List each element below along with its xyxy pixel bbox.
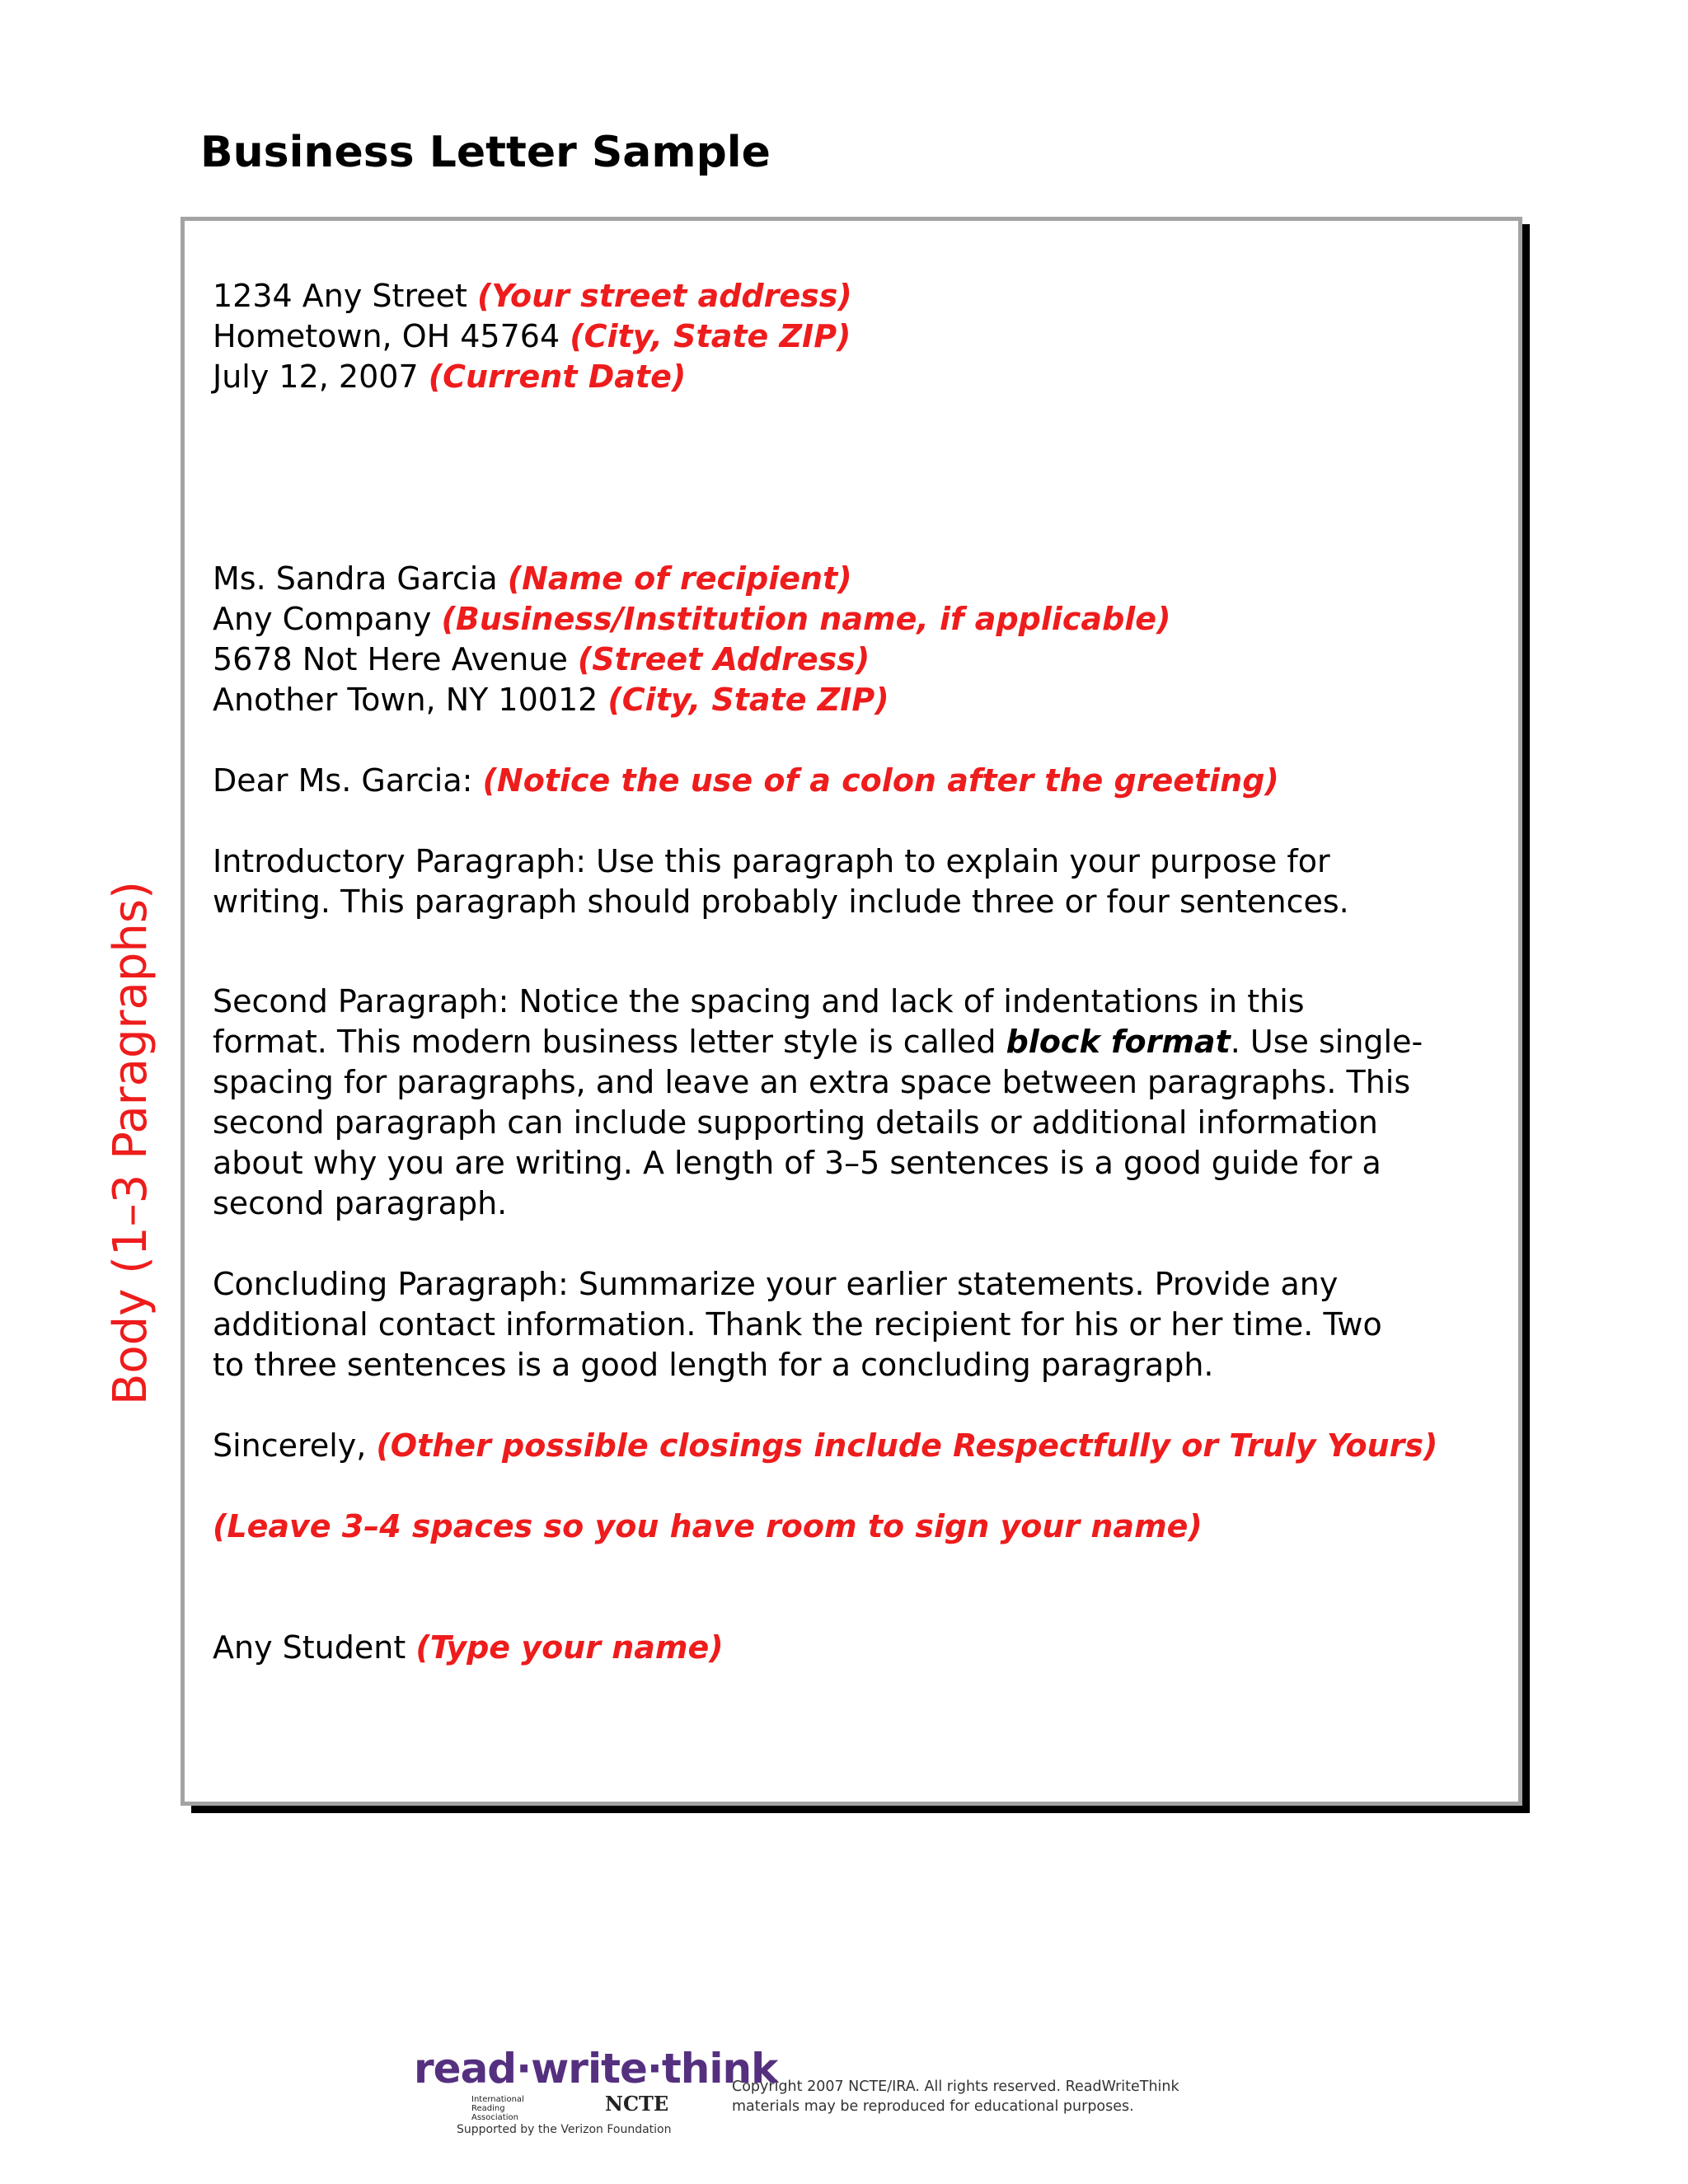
recipient-name-line (213, 559, 1498, 599)
intro-line: Introductory Paragraph: Use this paragraph to explain your purpose for (213, 843, 1330, 879)
second-line-end: . Use single- (1230, 1024, 1423, 1060)
sender-street: 1234 Any Street (213, 278, 467, 314)
intro-line: writing. This paragraph should probably include three or four sentences. (213, 883, 1349, 920)
ncte-logo-text: NCTE (605, 2092, 669, 2116)
concluding-paragraph (213, 1264, 1498, 1385)
signature-space-block (213, 1507, 1498, 1547)
date-note: (Current Date) (428, 359, 687, 395)
greeting: Dear Ms. Garcia: (213, 762, 473, 799)
recipient-city-line (213, 680, 1498, 720)
signer-note: (Type your name) (415, 1629, 724, 1666)
intro-paragraph (213, 841, 1498, 922)
recipient-company-line (213, 599, 1498, 640)
closing-note: (Other possible closings include Respectfully or Truly Yours) (376, 1427, 1438, 1464)
copyright-line: materials may be reproduced for educational purposes. (732, 2098, 1134, 2115)
sender-street-line (213, 276, 1498, 316)
recipient-city: Another Town, NY 10012 (213, 682, 598, 718)
second-line (213, 1022, 1498, 1062)
closing-line (213, 1426, 1498, 1466)
recipient-name-note: (Name of recipient) (507, 560, 852, 597)
second-line: second paragraph. (213, 1185, 508, 1221)
recipient-city-note: (City, State ZIP) (607, 682, 889, 718)
sender-city: Hometown, OH 45764 (213, 318, 560, 354)
second-line: about why you are writing. A length of 3–5 sentences is a good guide for a (213, 1145, 1381, 1181)
concluding-line: additional contact information. Thank the recipient for his or her time. Two (213, 1306, 1382, 1343)
recipient-block (213, 559, 1498, 720)
closing: Sincerely, (213, 1427, 367, 1464)
signature-space-note: (Leave 3–4 spaces so you have room to sign your name) (213, 1508, 1203, 1544)
sender-street-note: (Your street address) (477, 278, 852, 314)
concluding-line: Concluding Paragraph: Summarize your earlier statements. Provide any (213, 1266, 1339, 1302)
second-line: Second Paragraph: Notice the spacing and lack of indentations in this (213, 983, 1305, 1019)
signer-block (213, 1628, 1498, 1668)
signer-line (213, 1628, 1498, 1668)
sender-city-line (213, 316, 1498, 357)
sender-city-note: (City, State ZIP) (570, 318, 851, 354)
greeting-note: (Notice the use of a colon after the greeting) (482, 762, 1279, 799)
letter-date: July 12, 2007 (213, 359, 419, 395)
ira-logo-text: International Reading Association (471, 2095, 524, 2122)
footer (414, 2044, 1320, 2143)
sender-block (213, 276, 1498, 397)
recipient-street-note: (Street Address) (577, 641, 870, 677)
closing-block (213, 1426, 1498, 1466)
page-title: Business Letter Sample (200, 128, 771, 177)
greeting-block (213, 761, 1498, 801)
sponsor-text: Supported by the Verizon Foundation (457, 2123, 672, 2136)
block-format-emphasis: block format (1006, 1024, 1231, 1060)
recipient-name: Ms. Sandra Garcia (213, 560, 498, 597)
copyright-notice (732, 2077, 1309, 2116)
second-line: spacing for paragraphs, and leave an extra space between paragraphs. This (213, 1064, 1411, 1100)
copyright-line: Copyright 2007 NCTE/IRA. All rights reserved. ReadWriteThink (732, 2079, 1179, 2095)
recipient-street: 5678 Not Here Avenue (213, 641, 568, 677)
readwritethink-logo: read·write·think (414, 2045, 778, 2093)
letter-body (213, 276, 1498, 1668)
recipient-street-line (213, 640, 1498, 680)
second-line-start: format. This modern business letter style is called (213, 1024, 1006, 1060)
recipient-company: Any Company (213, 601, 432, 637)
concluding-line: to three sentences is a good length for a concluding paragraph. (213, 1347, 1214, 1383)
signer-name: Any Student (213, 1629, 406, 1666)
date-line (213, 357, 1498, 397)
greeting-line (213, 761, 1498, 801)
second-paragraph (213, 982, 1498, 1224)
second-line: second paragraph can include supporting details or additional information (213, 1104, 1378, 1141)
recipient-company-note: (Business/Institution name, if applicable) (441, 601, 1171, 637)
body-side-label: Body (1–3 Paragraphs) (104, 881, 157, 1405)
